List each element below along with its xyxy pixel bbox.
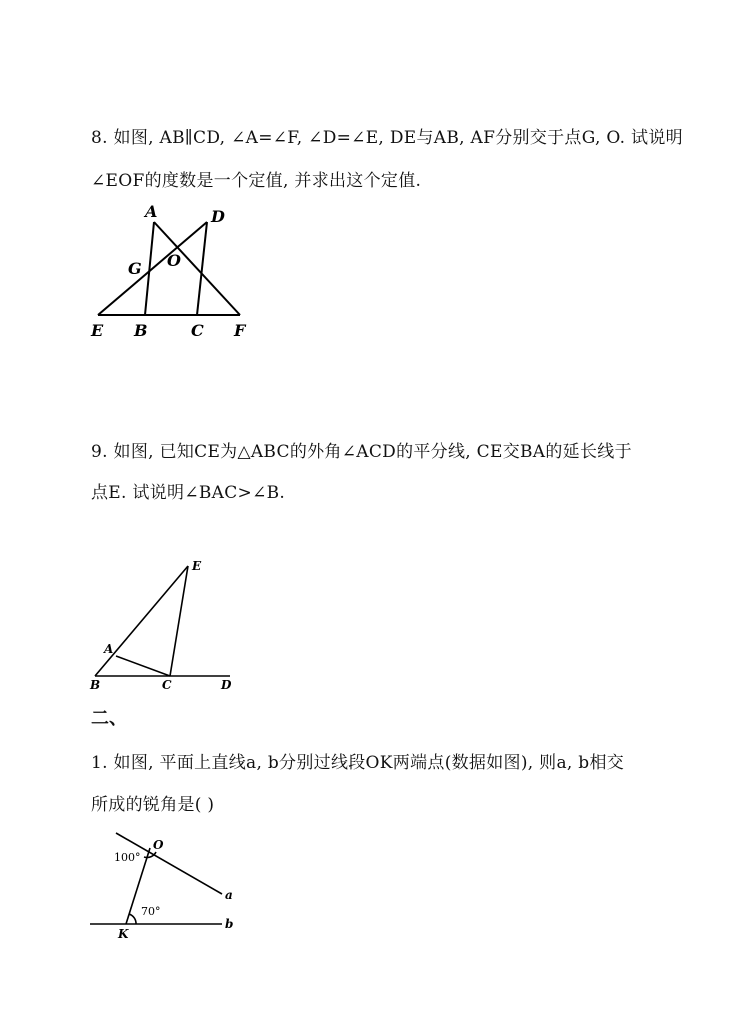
problem-8-line-1: 8. 如图, AB∥CD, ∠A=∠F, ∠D=∠E, DE与AB, AF分别交于点G, O. 试说明 [91, 128, 683, 148]
label-d: D [211, 207, 225, 226]
problem-9-line-1: 9. 如图, 已知CE为△ABC的外角∠ACD的平分线, CE交BA的延长线于 [91, 442, 632, 462]
angle-label-bottom: 70° [141, 905, 161, 918]
label-f: F [234, 321, 246, 340]
label-a: A [145, 202, 158, 221]
label-c: C [191, 321, 204, 340]
label-b: B [134, 321, 148, 340]
label-o: O [167, 251, 181, 270]
angle-arc-bottom [129, 914, 136, 924]
section2-problem-1-line-2: 所成的锐角是( ) [91, 795, 215, 815]
label-d: D [221, 678, 232, 692]
label-a: a [225, 888, 233, 902]
section2-problem-1-line-1: 1. 如图, 平面上直线a, b分别过线段OK两端点(数据如图), 则a, b相交 [91, 753, 625, 773]
label-b: B [90, 678, 101, 692]
label-b: b [225, 917, 234, 931]
problem-9-line-2: 点E. 试说明∠BAC>∠B. [91, 483, 286, 503]
section-2-heading: 二、 [91, 708, 127, 729]
problem-8-line-2: ∠EOF的度数是一个定值, 并求出这个定值. [91, 171, 422, 191]
label-e: E [192, 559, 202, 573]
angle-label-top: 100° [114, 851, 141, 864]
label-o: O [153, 838, 164, 852]
label-e: E [91, 321, 104, 340]
label-k: K [118, 927, 129, 941]
label-a: A [104, 642, 114, 656]
label-c: C [162, 678, 172, 692]
label-g: G [128, 259, 142, 278]
